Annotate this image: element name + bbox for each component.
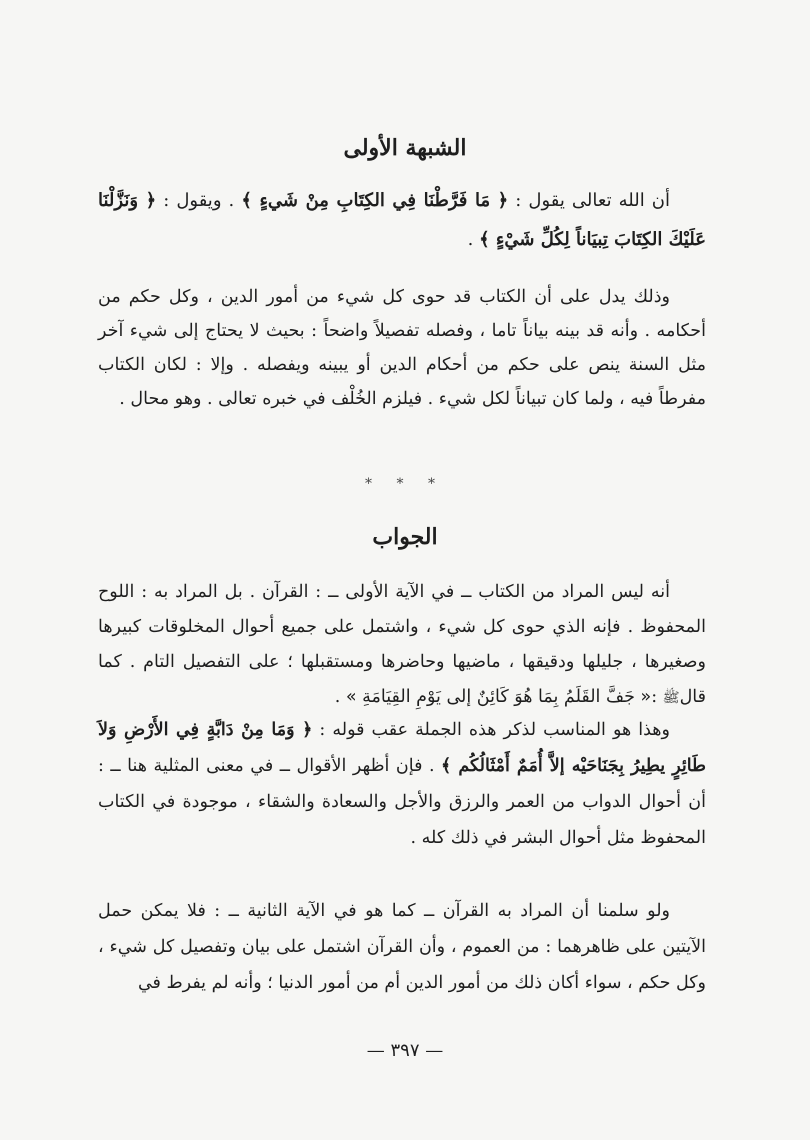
- verse-end-text: .: [467, 229, 480, 250]
- quran-quote-1: ﴿ مَا فَرَّطْنَا فِي الكِتَابِ مِنْ شَيءٍ ﴾: [241, 190, 509, 211]
- quran-quote-2: ﴿ وَنَزَّلْنَا عَلَيْكَ الكِتَابَ تِبيَاناً لِكُلِّ شَيْءٍ ﴾: [98, 190, 706, 250]
- answer-paragraph-2: [98, 712, 706, 856]
- verse-intro-text: أن الله تعالى يقول :: [508, 190, 670, 211]
- section-title-answer: الجواب: [372, 524, 438, 550]
- answer-paragraph-3: ولو سلمنا أن المراد به القرآن ــ كما هو في الآية الثانية ــ : فلا يمكن حمل الآيتين على ظاهرهما : من العموم ، وأن القرآن اشتمل على بيان وتفصيل كل شيء ، وكل حكم ، سواء أكان ذلك من أمور الدين أم من أمور الدنيا ؛ وأنه لم يفرط في: [98, 901, 706, 993]
- answer-end-text: .: [334, 687, 346, 707]
- section-title-first-doubt: الشبهة الأولى: [343, 135, 467, 161]
- salutation-ligature: ﷺ: [662, 690, 680, 706]
- answer-2-intro: وهذا هو المناسب لذكر هذه الجملة عقب قوله :: [312, 720, 670, 740]
- page-number: — ٣٩٧ —: [366, 1040, 444, 1061]
- doubt-paragraph-argument: وذلك يدل على أن الكتاب قد حوى كل شيء من أمور الدين ، وكل حكم من أحكامه . وأنه قد بينه بياناً تاما ، وفصله تفصيلاً واضحاً : بحيث لا يحتاج إلى شيء آخر مثل السنة ينص على حكم من أحكام الدين أو يبينه ويفصله . وإلا : لكان الكتاب مفرطاً فيه ، ولما كان تبياناً لكل شيء . فيلزم الخُلْف في خبره تعالى . وهو محال .: [98, 287, 706, 409]
- answer-text: أنه ليس المراد من الكتاب ــ في الآية الأولى ــ : القرآن . بل المراد به : اللوح المحفوظ . فإنه الذي حوى كل شيء ، واشتمل على جميع أحوال المخلوقات كبيرها وصغيرها ، جليلها ودقيقها ، ماضيها وحاضرها ومستقبلها ؛ على التفصيل التام . كما قال: [98, 582, 706, 707]
- answer-2-rest: . فإن أظهر الأقوال ــ في معنى المثلية هنا ــ : أن أحوال الدواب من العمر والرزق والأجل والسعادة والشقاء ، موجودة في الكتاب المحفوظ مثل أحوال البشر في ذلك كله .: [98, 756, 706, 848]
- verse-connector-text: . ويقول :: [156, 190, 242, 211]
- colon-text: :: [651, 687, 663, 707]
- section-separator: * * *: [365, 476, 445, 492]
- hadith-quote: « جَفَّ القَلَمُ بِمَا هُوَ كَائِنٌ إلى يَوْمِ القِيَامَةِ »: [345, 687, 652, 707]
- doubt-paragraph-verses: [98, 181, 706, 259]
- answer-paragraph-1: [98, 575, 706, 716]
- quran-quote-3: ﴿ وَمَا مِنْ دَابَّةٍ فِي الأَرْضِ وَلاَ طَائِرٍ يطِيرُ بِجَنَاحَيْه إلاَّ أُمَمٌ أَمْثَالُكُم ﴾: [98, 720, 706, 776]
